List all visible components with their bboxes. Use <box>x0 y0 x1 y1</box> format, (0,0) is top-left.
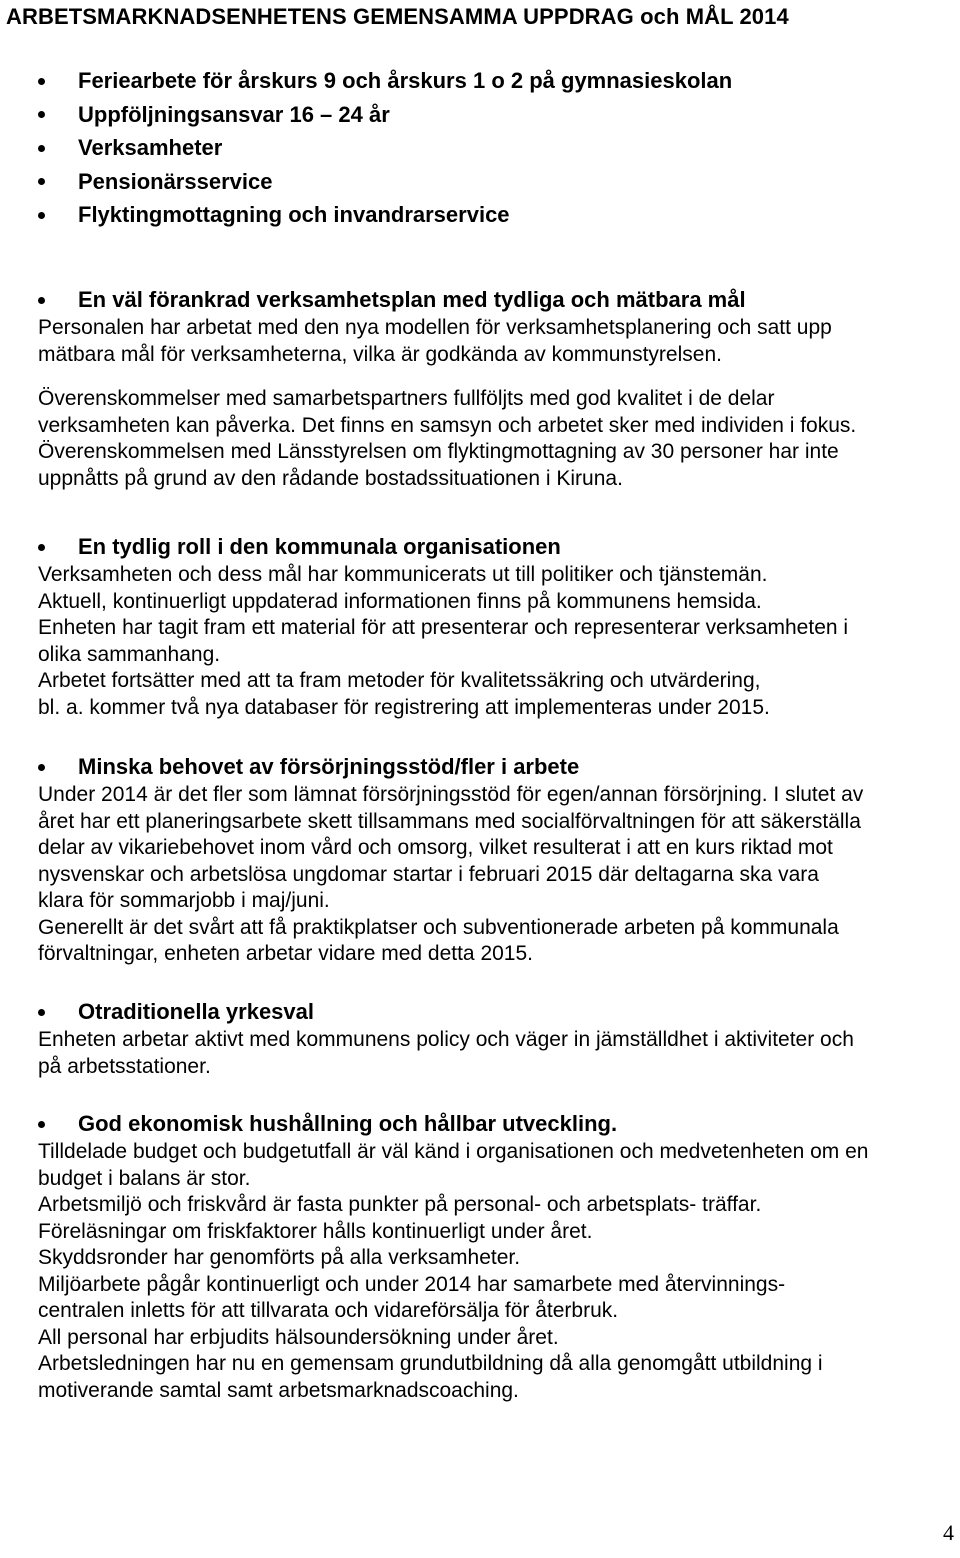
section-heading: God ekonomisk hushållning och hållbar utveckling. <box>38 1109 958 1139</box>
list-item: Uppföljningsansvar 16 – 24 år <box>38 98 732 132</box>
section-heading: Minska behovet av försörjningsstöd/fler i arbete <box>38 752 958 782</box>
list-item: Pensionärsservice <box>38 165 732 199</box>
paragraph-line: centralen inletts för att tillvarata och vidareförsälja för återbruk. <box>38 1299 619 1322</box>
paragraph-line: klara för sommarjobb i maj/juni. <box>38 889 330 912</box>
paragraph-line: Aktuell, kontinuerligt uppdaterad informationen finns på kommunens hemsida. <box>38 589 762 613</box>
paragraph-line: Under 2014 är det fler som lämnat försörjningsstöd för egen/annan försörjning. I slutet av <box>38 783 864 806</box>
section-economy <box>38 1109 958 1404</box>
paragraph-line: bl. a. kommer två nya databaser för registrering att implementeras under 2015. <box>38 695 770 719</box>
section-heading: En tydlig roll i den kommunala organisationen <box>38 532 958 562</box>
paragraph-line: nysvenskar och arbetslösa ungdomar startar i februari 2015 där deltagarna ska vara <box>38 862 819 886</box>
paragraph-line: olika sammanhang. <box>38 642 221 666</box>
paragraph-line: Arbetsledningen har nu en gemensam grundutbildning då alla genomgått utbildning i <box>38 1352 823 1375</box>
paragraph-line: Miljöarbete pågår kontinuerligt och under 2014 har samarbete med återvinnings- <box>38 1272 786 1296</box>
paragraph-line: Arbetsmiljö och friskvård är fasta punkter på personal- och arbetsplats- träffar. <box>38 1193 762 1216</box>
activity-list <box>38 64 732 232</box>
paragraph-line: på arbetsstationer. <box>38 1054 211 1078</box>
paragraph-line: Arbetet fortsätter med att ta fram metoder för kvalitetssäkring och utvärdering, <box>38 669 761 692</box>
list-item: Feriearbete för årskurs 9 och årskurs 1 o 2 på gymnasieskolan <box>38 64 732 98</box>
list-item: Verksamheter <box>38 131 732 165</box>
paragraph-line: året har ett planeringsarbete skett tillsammans med socialförvaltningen för att säkerställa <box>38 809 861 833</box>
paragraph-line: mätbara mål för verksamheterna, vilka är godkända av kommunstyrelsen. <box>38 342 722 366</box>
paragraph-line: Överenskommelser med samarbetspartners fullföljts med god kvalitet i de delar <box>38 387 775 410</box>
paragraph-line: uppnåtts på grund av den rådande bostadssituationen i Kiruna. <box>38 466 623 490</box>
paragraph-line: budget i balans är stor. <box>38 1166 251 1190</box>
page-number: 4 <box>943 1520 954 1545</box>
list-item: Flyktingmottagning och invandrarservice <box>38 198 732 232</box>
paragraph-line: Tilldelade budget och budgetutfall är väl känd i organisationen och medvetenheten om en <box>38 1140 869 1163</box>
paragraph-line: motiverande samtal samt arbetsmarknadscoaching. <box>38 1378 519 1402</box>
paragraph-line: verksamheten kan påverka. Det finns en samsyn och arbetet sker med individen i fokus. <box>38 413 857 437</box>
paragraph-line: Personalen har arbetat med den nya modellen för verksamhetsplanering och satt upp <box>38 316 832 339</box>
paragraph-line: Enheten arbetar aktivt med kommunens policy och väger in jämställdhet i aktiviteter och <box>38 1028 854 1051</box>
section-plan <box>38 285 958 492</box>
paragraph-line: Föreläsningar om friskfaktorer hålls kontinuerligt under året. <box>38 1219 593 1243</box>
paragraph-line: Generellt är det svårt att få praktikplatser och subventionerade arbeten på kommunala <box>38 915 839 939</box>
section-support <box>38 752 958 968</box>
section-heading: En väl förankrad verksamhetsplan med tydliga och mätbara mål <box>38 285 958 315</box>
paragraph-line: delar av vikariebehovet inom vård och omsorg, vilket resulterat i att en kurs riktad mot <box>38 836 833 859</box>
section-heading: Otraditionella yrkesval <box>38 997 958 1027</box>
page-title: ARBETSMARKNADSENHETENS GEMENSAMMA UPPDRAG och MÅL 2014 <box>6 4 789 29</box>
paragraph-line: All personal har erbjudits hälsoundersökning under året. <box>38 1325 559 1349</box>
paragraph-line: Enheten har tagit fram ett material för att presenterar och representerar verksamheten i <box>38 616 849 639</box>
paragraph-line: Överenskommelsen med Länsstyrelsen om flyktingmottagning av 30 personer har inte <box>38 440 839 463</box>
section-role <box>38 532 958 721</box>
section-untraditional <box>38 997 958 1080</box>
paragraph-line: Verksamheten och dess mål har kommunicerats ut till politiker och tjänstemän. <box>38 563 768 586</box>
paragraph-line: Skyddsronder har genomförts på alla verksamheter. <box>38 1246 521 1269</box>
paragraph-line: förvaltningar, enheten arbetar vidare med detta 2015. <box>38 942 533 965</box>
